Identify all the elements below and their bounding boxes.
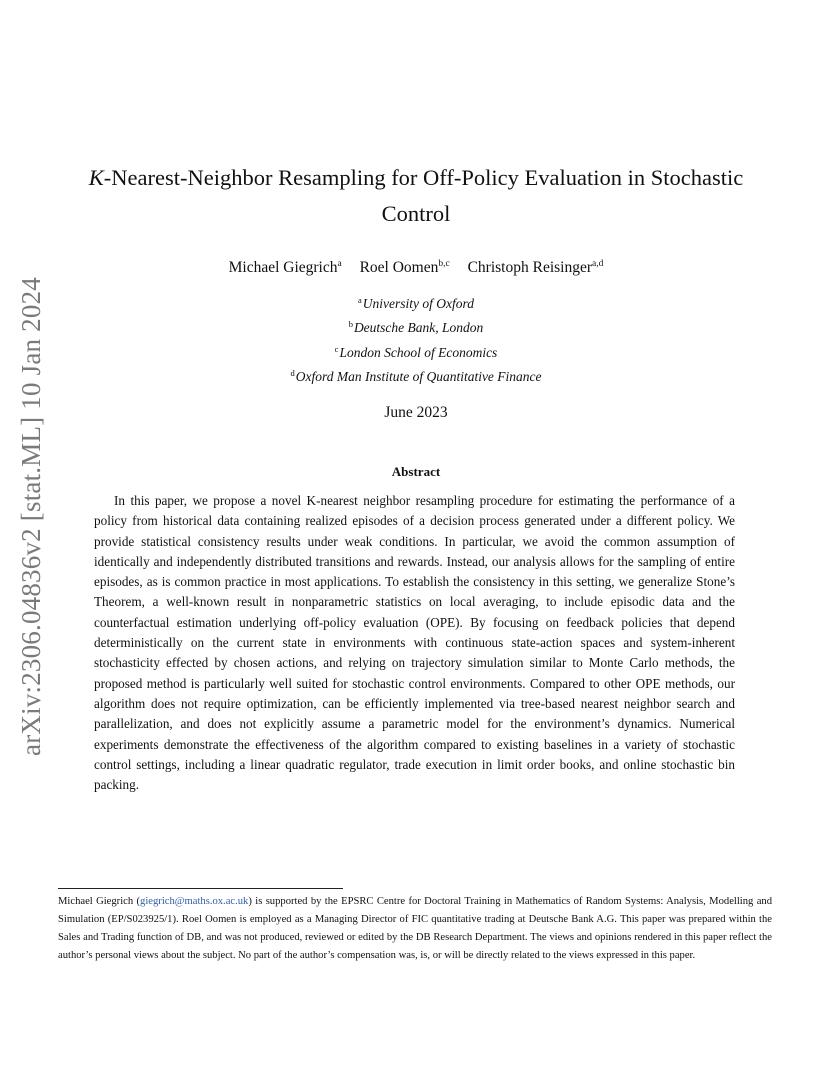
affiliation-name: University of Oxford [362,296,474,311]
affiliation-name: London School of Economics [339,344,498,360]
author-name: Roel Oomen [359,259,439,276]
author-affil-mark: a [337,259,342,269]
affiliation-name: Deutsche Bank, London [353,320,484,336]
affiliation [60,339,772,363]
affiliation-name: Oxford Man Institute of Quantitative Finance [295,368,542,384]
author [229,254,342,278]
author [360,254,450,278]
affiliation-mark: b [348,319,353,330]
abstract-heading: Abstract [391,464,441,479]
abstract-body: In this paper, we propose a novel K-nearest neighbor resampling procedure for estimating the performance of a policy from historical data containing realized episodes of a decision process generated under a different policy. We provide statistical consistency results under weak conditions. In particular, we avoid the common assumption of identically and independently distributed transitions and rewards. Instead, our analysis allows for the sampling of entire episodes, as is common practice in most applications. To establish the consistency in this setting, we generalize Stone’s Theorem, a well-known result in nonparametric statistics on local averaging, to include episodic data and the counterfactual estimation underlying off-policy evaluation (OPE). By focusing on feedback policies that depend deterministically on the current state in environments with continuous state-action spaces and system-inherent stochasticity effected by chosen actions, and relying on trajectory simulation similar to Monte Carlo methods, the proposed method is particularly well suited for stochastic control environments. Compared to other OPE methods, our algorithm does not require optimization, can be efficiently implemented via tree-based nearest neighbor search and parallelization, and does not explicitly assume a parametric model for the environment’s dynamics. Numerical experiments demonstrate the effectiveness of the algorithm compared to existing baselines in a variety of stochastic control settings, including a linear quadratic regulator, trade execution in limit order books, and online stochastic bin packing. [94,493,735,793]
publication-date: June 2023 [384,404,448,421]
affiliation-mark: c [334,343,339,354]
affiliation [60,363,772,387]
funding-footnote [58,893,772,965]
paper-title [60,160,772,232]
arxiv-identifier-text: arXiv:2306.04836v2 [stat.ML] 10 Jan 2024 [15,276,46,756]
author-name: Christoph Reisinger [467,259,593,276]
author [468,254,604,278]
footnote-prefix: Michael Giegrich ( [58,896,141,907]
arxiv-identifier-stamp [8,276,54,756]
footnote-text: ) is supported by the EPSRC Centre for Doctoral Training in Mathematics of Random Systems: Analysis, Modelling and Simulation (EP/S023925/1). Roel Oomen is employed as a Managing Director of FIC quantitative trading at Deutsche Bank A.G. This paper was prepared within the Sales and Trading function of DB, and was not produced, reviewed or edited by the DB Research Department. The views and opinions rendered in this paper reflect the author’s personal views about the subject. No part of the author’s compensation was, is, or will be directly related to the views expressed in this paper. [58,896,772,961]
author-affil-mark: b,c [438,259,450,269]
author-list [60,254,772,278]
affiliation [60,314,772,338]
title-rest: -Nearest-Neighbor Resampling for Off-Policy Evaluation in Stochastic Control [103,165,744,226]
affiliation-list [60,290,772,387]
affiliation-mark: a [357,295,362,305]
author-email-link[interactable]: giegrich@maths.ox.ac.uk [140,896,249,907]
title-k: K [88,165,104,190]
author-name: Michael Giegrich [228,259,338,276]
footnote-rule [58,888,343,889]
author-affil-mark: a,d [592,259,604,269]
affiliation-mark: d [290,367,295,378]
affiliation [60,290,772,314]
